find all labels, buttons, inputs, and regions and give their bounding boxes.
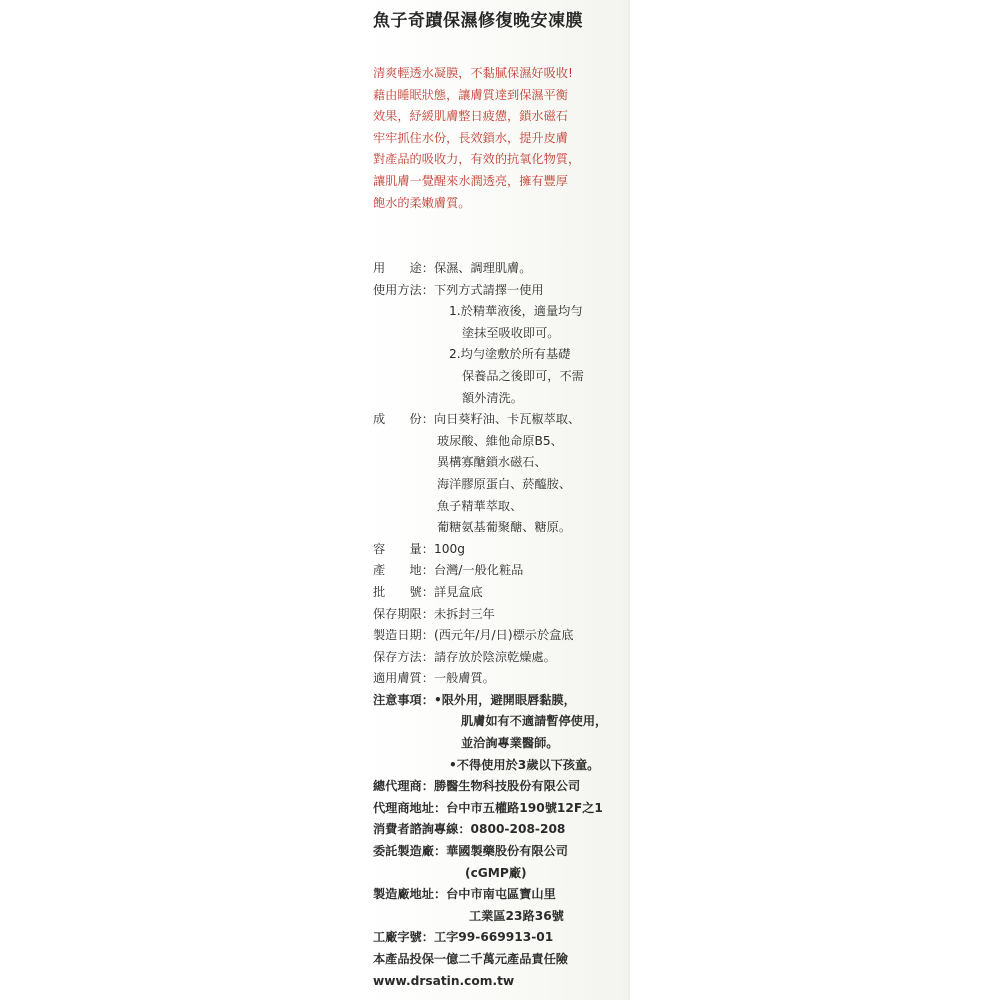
manufacturer-text: (cGMP廠) bbox=[465, 865, 527, 880]
spec-skin-type: 適用膚質：一般膚質。 bbox=[373, 671, 495, 686]
caution-line bbox=[373, 733, 628, 755]
website-text: www.drsatin.com.tw bbox=[373, 973, 515, 988]
spec-value: 下列方式請擇一使用 bbox=[433, 282, 544, 297]
description-line: 讓肌膚一覺醒來水潤透亮，擁有豐厚 bbox=[373, 173, 568, 188]
spec-label: 容 量 bbox=[373, 541, 422, 556]
spec-value: 100g bbox=[433, 541, 465, 556]
manufacturer-line bbox=[373, 863, 628, 885]
spec-label: 產 地 bbox=[373, 563, 422, 578]
spec-value: 台中市五權路190號12F之1 bbox=[446, 800, 603, 815]
spec-list bbox=[373, 258, 628, 992]
spec-value: 請存放於陰涼乾燥處。 bbox=[433, 649, 556, 664]
spec-label: 成 份 bbox=[373, 412, 422, 427]
spec-factory-number: 工廠字號：工字99-669913-01 bbox=[373, 930, 554, 945]
spec-label: 使用方法 bbox=[373, 282, 422, 297]
method-line bbox=[373, 366, 628, 388]
spec-volume: 容 量：100g bbox=[373, 541, 465, 556]
method-line bbox=[373, 323, 628, 345]
ingredient-text: 海洋膠原蛋白、菸醯胺、 bbox=[437, 476, 572, 491]
ingredient-line bbox=[373, 431, 628, 453]
method-step-1-cont: 塗抹至吸收即可。 bbox=[462, 325, 560, 340]
method-step-2-end: 額外清洗。 bbox=[462, 390, 523, 405]
panel-edge bbox=[628, 0, 630, 1000]
ingredient-line bbox=[373, 474, 628, 496]
spec-label: 委託製造廠 bbox=[373, 844, 434, 859]
description-line: 牢牢抓住水份，長效鎖水，提升皮膚 bbox=[373, 130, 568, 145]
spec-storage: 保存方法：請存放於陰涼乾燥處。 bbox=[373, 649, 556, 664]
spec-value: 勝醫生物科技股份有限公司 bbox=[433, 779, 581, 794]
spec-label: 用 途 bbox=[373, 261, 422, 275]
caution-text: 肌膚如有不適請暫停使用， bbox=[461, 714, 608, 729]
spec-value: 一般膚質。 bbox=[433, 671, 495, 686]
ingredient-line bbox=[373, 452, 628, 474]
manufacturer-address-line bbox=[373, 906, 628, 928]
caution-text: •不得使用於3歲以下孩童。 bbox=[449, 757, 600, 772]
spec-caution: 注意事項：•限外用，避開眼唇黏膜， bbox=[373, 692, 576, 707]
ingredient-text: 玻尿酸、維他命原B5、 bbox=[437, 433, 563, 448]
method-step-2-cont: 保養品之後即可，不需 bbox=[462, 368, 584, 383]
caution-text: 並洽詢專業醫師。 bbox=[461, 736, 559, 751]
spec-usage: 用 途：保濕、調理肌膚。 bbox=[373, 261, 532, 275]
spec-value: 向日葵籽油、卡瓦椒萃取、 bbox=[433, 412, 581, 427]
spec-label: 批 號 bbox=[373, 584, 422, 599]
spec-ingredients: 成 份：向日葵籽油、卡瓦椒萃取、 bbox=[373, 412, 581, 427]
spec-shelf-life: 保存期限：未拆封三年 bbox=[373, 606, 495, 621]
insurance-note: 本產品投保一億二千萬元產品責任險 bbox=[373, 952, 568, 966]
description-line: 對產品的吸收力，有效的抗氧化物質， bbox=[373, 152, 581, 167]
spec-origin: 產 地：台灣/一般化粧品 bbox=[373, 563, 524, 578]
manufacturer-address-text: 工業區23路36號 bbox=[469, 908, 564, 923]
spec-value: 詳見盒底 bbox=[433, 584, 483, 599]
spec-agent: 總代理商：勝醫生物科技股份有限公司 bbox=[373, 779, 581, 794]
product-description bbox=[373, 63, 623, 214]
spec-label: 注意事項 bbox=[373, 692, 422, 707]
spec-label: 保存方法 bbox=[373, 649, 422, 664]
caution-line bbox=[373, 755, 628, 777]
spec-value: 0800-208-208 bbox=[470, 822, 566, 837]
spec-value: •限外用，避開眼唇黏膜， bbox=[433, 692, 576, 707]
description-line: 效果，紓緩肌膚整日疲憊，鎖水磁石 bbox=[373, 109, 568, 124]
spec-label: 製造日期 bbox=[373, 628, 422, 643]
spec-value: 工字99-669913-01 bbox=[433, 930, 554, 945]
spec-label: 總代理商 bbox=[373, 779, 422, 794]
spec-batch: 批 號：詳見盒底 bbox=[373, 584, 483, 599]
spec-value: 台中市南屯區寶山里 bbox=[446, 887, 556, 902]
spec-label: 製造廠地址 bbox=[373, 887, 434, 902]
description-line: 清爽輕透水凝膜，不黏膩保濕好吸收! bbox=[373, 66, 573, 80]
ingredient-line bbox=[373, 517, 628, 539]
spec-method: 使用方法：下列方式請擇一使用 bbox=[373, 282, 544, 297]
description-line: 飽水的柔嫩膚質。 bbox=[373, 195, 471, 210]
spec-value: 台灣/一般化粧品 bbox=[433, 563, 524, 578]
spec-manufacturer: 委託製造廠：華國製藥股份有限公司 bbox=[373, 844, 568, 859]
spec-label: 代理商地址 bbox=[373, 800, 434, 815]
spec-mfg-date: 製造日期：(西元年/月/日)標示於盒底 bbox=[373, 628, 574, 643]
spec-label: 保存期限 bbox=[373, 606, 422, 621]
spec-value: (西元年/月/日)標示於盒底 bbox=[433, 628, 574, 643]
ingredient-text: 異構寡醣鎖水磁石、 bbox=[437, 455, 547, 470]
method-line bbox=[373, 344, 628, 366]
spec-manufacturer-address: 製造廠地址：台中市南屯區寶山里 bbox=[373, 887, 556, 902]
ingredient-line bbox=[373, 496, 628, 518]
spec-label: 適用膚質 bbox=[373, 671, 422, 686]
spec-label: 消費者諮詢專線 bbox=[373, 822, 459, 837]
description-line: 藉由睡眠狀態，讓膚質達到保濕平衡 bbox=[373, 87, 568, 102]
spec-hotline: 消費者諮詢專線：0800-208-208 bbox=[373, 822, 566, 837]
method-step-2: 2.均勻塗敷於所有基礎 bbox=[449, 347, 571, 362]
spec-value: 華國製藥股份有限公司 bbox=[446, 844, 568, 859]
spec-agent-address: 代理商地址：台中市五權路190號12F之1 bbox=[373, 800, 603, 815]
spec-label: 工廠字號 bbox=[373, 930, 422, 945]
method-line bbox=[373, 301, 628, 323]
method-step-1: 1.於精華液後，適量均勻 bbox=[449, 304, 583, 319]
method-line bbox=[373, 388, 628, 410]
ingredient-text: 葡糖氨基葡聚醣、糖原。 bbox=[437, 520, 572, 535]
spec-value: 保濕、調理肌膚。 bbox=[433, 261, 532, 275]
spec-value: 未拆封三年 bbox=[433, 606, 495, 621]
ingredient-text: 魚子精華萃取、 bbox=[437, 498, 523, 513]
caution-line bbox=[373, 711, 628, 733]
product-title: 魚子奇蹟保濕修復晚安凍膜 bbox=[373, 11, 583, 31]
